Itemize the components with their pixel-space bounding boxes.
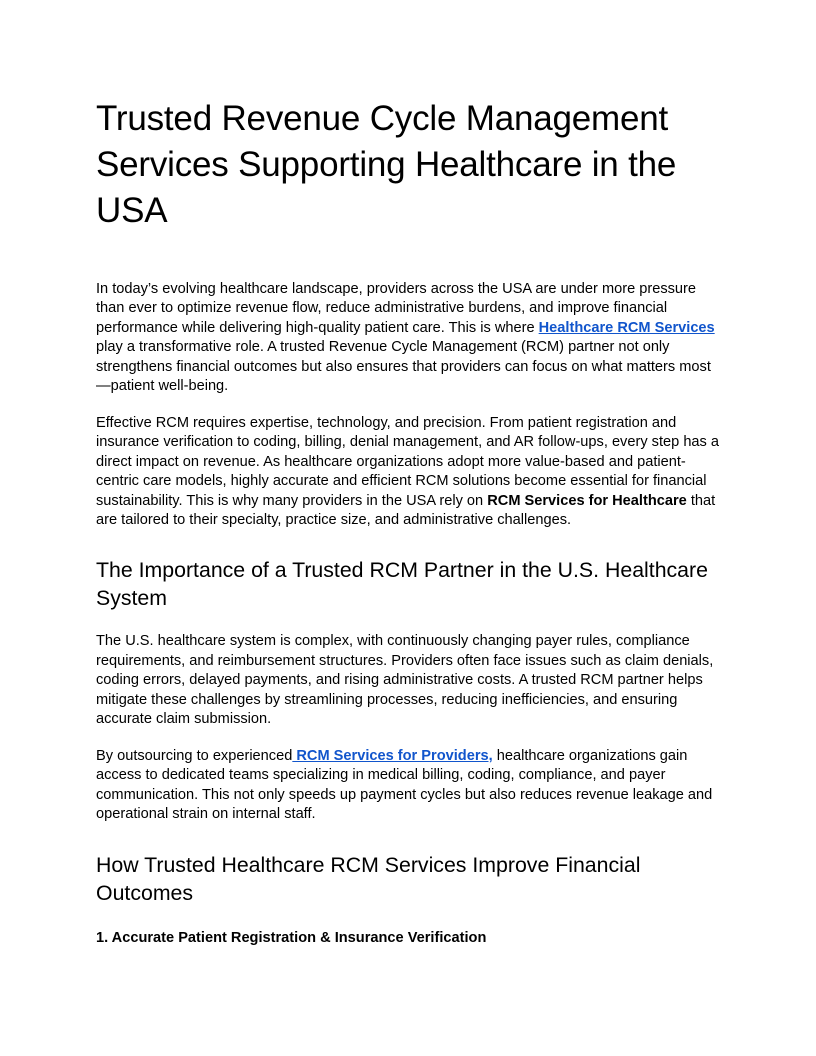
healthcare-rcm-services-link[interactable]: Healthcare RCM Services xyxy=(538,319,715,336)
document-page xyxy=(96,96,720,948)
document-title: Trusted Revenue Cycle Management Services Supporting Healthcare in the USA xyxy=(96,99,677,230)
section1-paragraph-2 xyxy=(96,747,720,825)
intro-paragraph-2 xyxy=(96,414,720,531)
section1-p2-text-a: By outsourcing to experienced xyxy=(96,747,293,764)
section1-paragraph-1: The U.S. healthcare system is complex, with continuously changing payer rules, compliance requirements, and reimbursement structures. Providers often face issues such as claim denials, coding errors, delayed payments, and rising administrative costs. A trusted RCM partner helps mitigate these challenges by streamlining processes, reducing inefficiencies, and ensuring accurate claim submission. xyxy=(96,633,714,728)
subheading-patient-registration xyxy=(96,929,720,948)
intro-paragraph-1 xyxy=(96,280,720,397)
subheading-text: 1. Accurate Patient Registration & Insurance Verification xyxy=(96,929,487,946)
intro-p2-text-a: Effective RCM requires expertise, technology, and precision. From patient registration and insurance verification to coding, billing, denial management, and AR follow-ups, every step has a direct impact on revenue. As healthcare organizations adopt more value-based and patient-centric care models, highly accurate and efficient RCM solutions become essential for financial sustainability. This is why many providers in the USA rely on xyxy=(96,414,720,509)
intro-p2-text-b: that are tailored to their specialty, practice size, and administrative challenges. xyxy=(96,492,716,528)
rcm-services-bold: RCM Services for Healthcare xyxy=(487,492,687,509)
intro-p1-text-a: In today’s evolving healthcare landscape, providers across the USA are under more pressure than ever to optimize revenue flow, reduce administrative burdens, and improve financial performance while delivering high-quality patient care. This is where xyxy=(96,281,697,336)
intro-p1-text-b: play a transformative role. A trusted Revenue Cycle Management (RCM) partner not only strengthens financial outcomes but also ensures that providers can focus on what matters most—patient well-being. xyxy=(96,339,711,395)
section-heading-financial-outcomes: How Trusted Healthcare RCM Services Improve Financial Outcomes xyxy=(96,852,641,905)
rcm-services-for-providers-link[interactable]: RCM Services for Providers, xyxy=(292,747,493,764)
section-heading-importance: The Importance of a Trusted RCM Partner in the U.S. Healthcare System xyxy=(96,558,708,611)
section1-p2-text-b: healthcare organizations gain access to dedicated teams specializing in medical billing, coding, compliance, and payer communication. This not only speeds up payment cycles but also reduces revenue leakage and operational strain on internal staff. xyxy=(96,747,713,823)
